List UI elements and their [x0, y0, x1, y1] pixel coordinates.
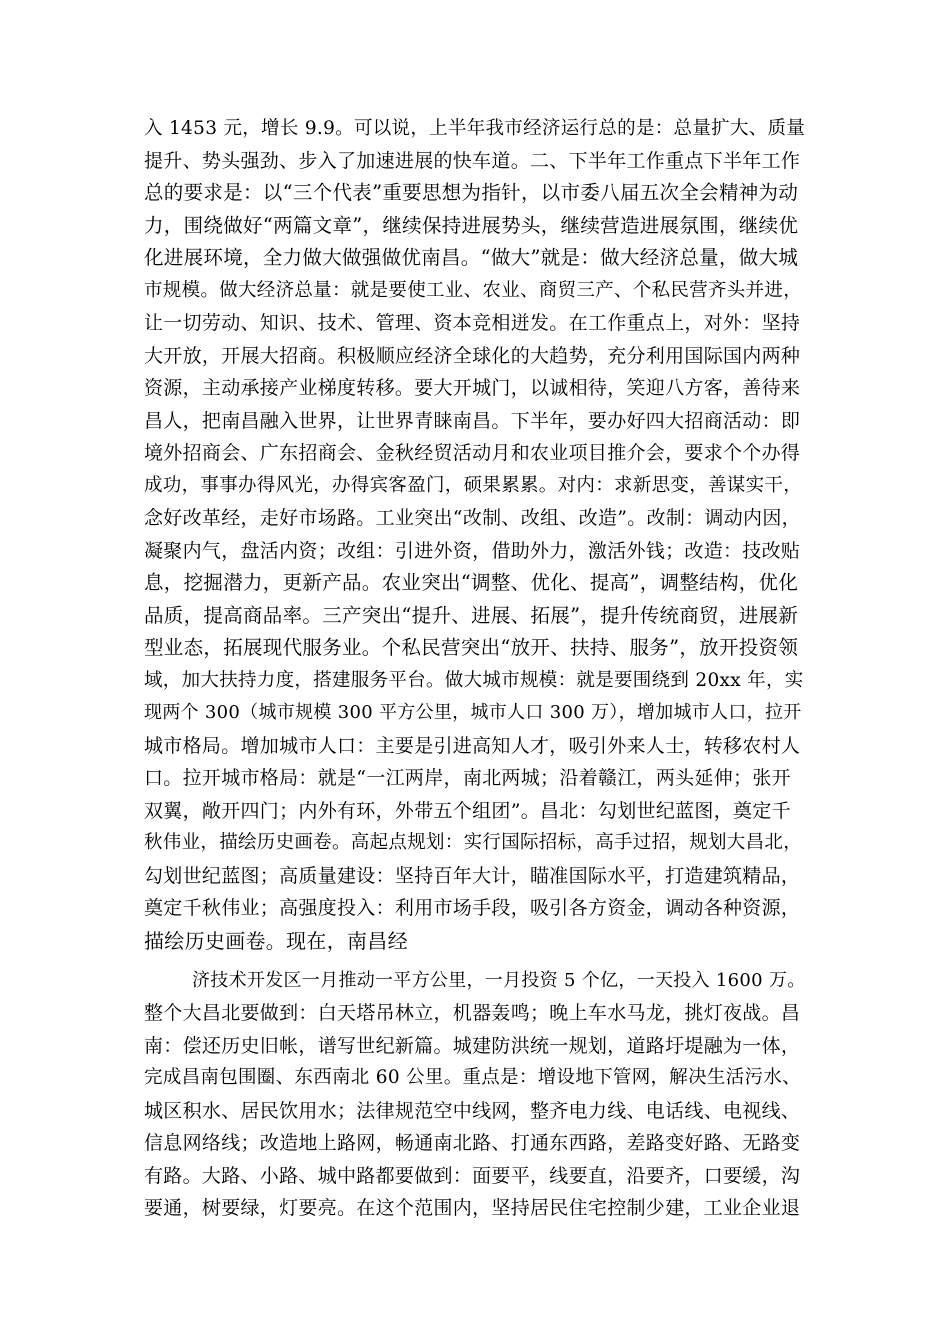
- text-line: 总的要求是：以“三个代表”重要思想为指针，以市委八届五次全会精神为动: [144, 181, 799, 204]
- text-line: 信息网络线；改造地上路网，畅通南北路、打通东西路，差路变好路、无路变: [144, 1132, 801, 1154]
- text-line: 域，加大扶持力度，搭建服务平台。做大城市规模：就是要围绕到 20xx 年，实: [144, 670, 804, 691]
- text-line: 市规模。做大经济总量：就是要使工业、农业、商贸三产、个私民营齐头并进，: [144, 280, 803, 301]
- text-line: 让一切劳动、知识、技术、管理、资本竞相迸发。在工作重点上，对外：坚持: [144, 312, 801, 334]
- text-line: 城市格局。增加城市人口：主要是引进高知人才，吸引外来人士，转移农村人: [144, 735, 801, 757]
- text-line: 化进展环境，全力做大做强做优南昌。“做大”就是：做大经济总量，做大城: [144, 246, 799, 269]
- text-line: 提升、势头强劲、步入了加速进展的快车道。二、下半年工作重点下半年工作: [144, 150, 801, 172]
- text-line: 双翼，敞开四门；内外有环，外带五个组团”。昌北：勾划世纪蓝图，奠定千: [144, 800, 791, 822]
- text-line: 城区积水、居民饮用水；法律规范空中线网，整齐电力线、电话线、电视线、: [144, 1100, 801, 1122]
- text-line: 息，挖掘潜力，更新产品。农业突出“调整、优化、提高”，调整结构，优化: [144, 571, 799, 594]
- text-line: 念好改革经，走好市场路。工业突出“改制、改组、改造”。改制：调动内因，: [144, 507, 801, 529]
- text-line: 品质，提高商品率。三产突出“提升、进展、拓展”，提升传统商贸，进展新: [144, 604, 799, 627]
- text-line: 描绘历史画卷。现在，南昌经: [144, 929, 408, 953]
- text-line: 现两个 300（城市规模 300 平方公里，城市人口 300 万），增加城市人口，拉开: [144, 702, 802, 723]
- text-line: 型业态，拓展现代服务业。个私民营突出“放开、扶持、服务”，放开投资领: [144, 636, 799, 659]
- text-line: 奠定千秋伟业；高强度投入：利用市场手段，吸引各方资金，调动各种资源，: [144, 897, 801, 919]
- text-line: 完成昌南包围圈、东西南北 60 公里。重点是：增设地下管网，解决生活污水、: [144, 1067, 801, 1088]
- text-line: 大开放，开展大招商。积极顺应经济全球化的大趋势，充分利用国际国内两种: [144, 345, 801, 367]
- text-line: 昌人，把南昌融入世界，让世界青睐南昌。下半年，要办好四大招商活动：即: [144, 410, 801, 432]
- text-line: 勾划世纪蓝图；高质量建设：坚持百年大计，瞄准国际水平，打造建筑精品，: [144, 865, 801, 887]
- text-line: 境外招商会、广东招商会、金秋经贸活动月和农业项目推介会，要求个个办得: [144, 442, 801, 464]
- text-line: 有路。大路、小路、城中路都要做到：面要平，线要直，沿要齐，口要缓，沟: [144, 1165, 801, 1187]
- text-line: 整个大昌北要做到：白天塔吊林立，机器轰鸣；晚上车水马龙，挑灯夜战。昌: [144, 1002, 801, 1024]
- text-line: 凝聚内气，盘活内资；改组：引进外资，借助外力，激活外钱；改造：技改贴: [144, 540, 801, 562]
- text-line: 成功，事事办得风光，办得宾客盈门，硕果累累。对内：求新思变，善谋实干，: [144, 475, 803, 496]
- text-line: 入 1453 元，增长 9.9。可以说，上半年我市经济运行总的是：总量扩大、质量: [144, 118, 806, 139]
- text-line: 南：偿还历史旧帐，谱写世纪新篇。城建防洪统一规划，道路圩堤融为一体，: [144, 1035, 801, 1057]
- text-line: 秋伟业，描绘历史画卷。高起点规划：实行国际招标，高手过招，规划大昌北，: [144, 832, 803, 853]
- text-line: 口。拉开城市格局：就是“一江两岸，南北两城；沿着赣江，两头延伸；张开: [144, 767, 791, 789]
- text-line: 资源，主动承接产业梯度转移。要大开城门，以诚相待，笑迎八方客，善待来: [144, 377, 801, 399]
- text-line: 力，围绕做好“两篇文章”，继续保持进展势头，继续营造进展氛围，继续优: [144, 214, 799, 237]
- text-line: 济技术开发区一月推动一平方公里，一月投资 5 个亿，一天投入 1600 万。: [192, 970, 806, 991]
- text-line: 要通，树要绿，灯要亮。在这个范围内，坚持居民住宅控制少建，工业企业退: [144, 1197, 801, 1219]
